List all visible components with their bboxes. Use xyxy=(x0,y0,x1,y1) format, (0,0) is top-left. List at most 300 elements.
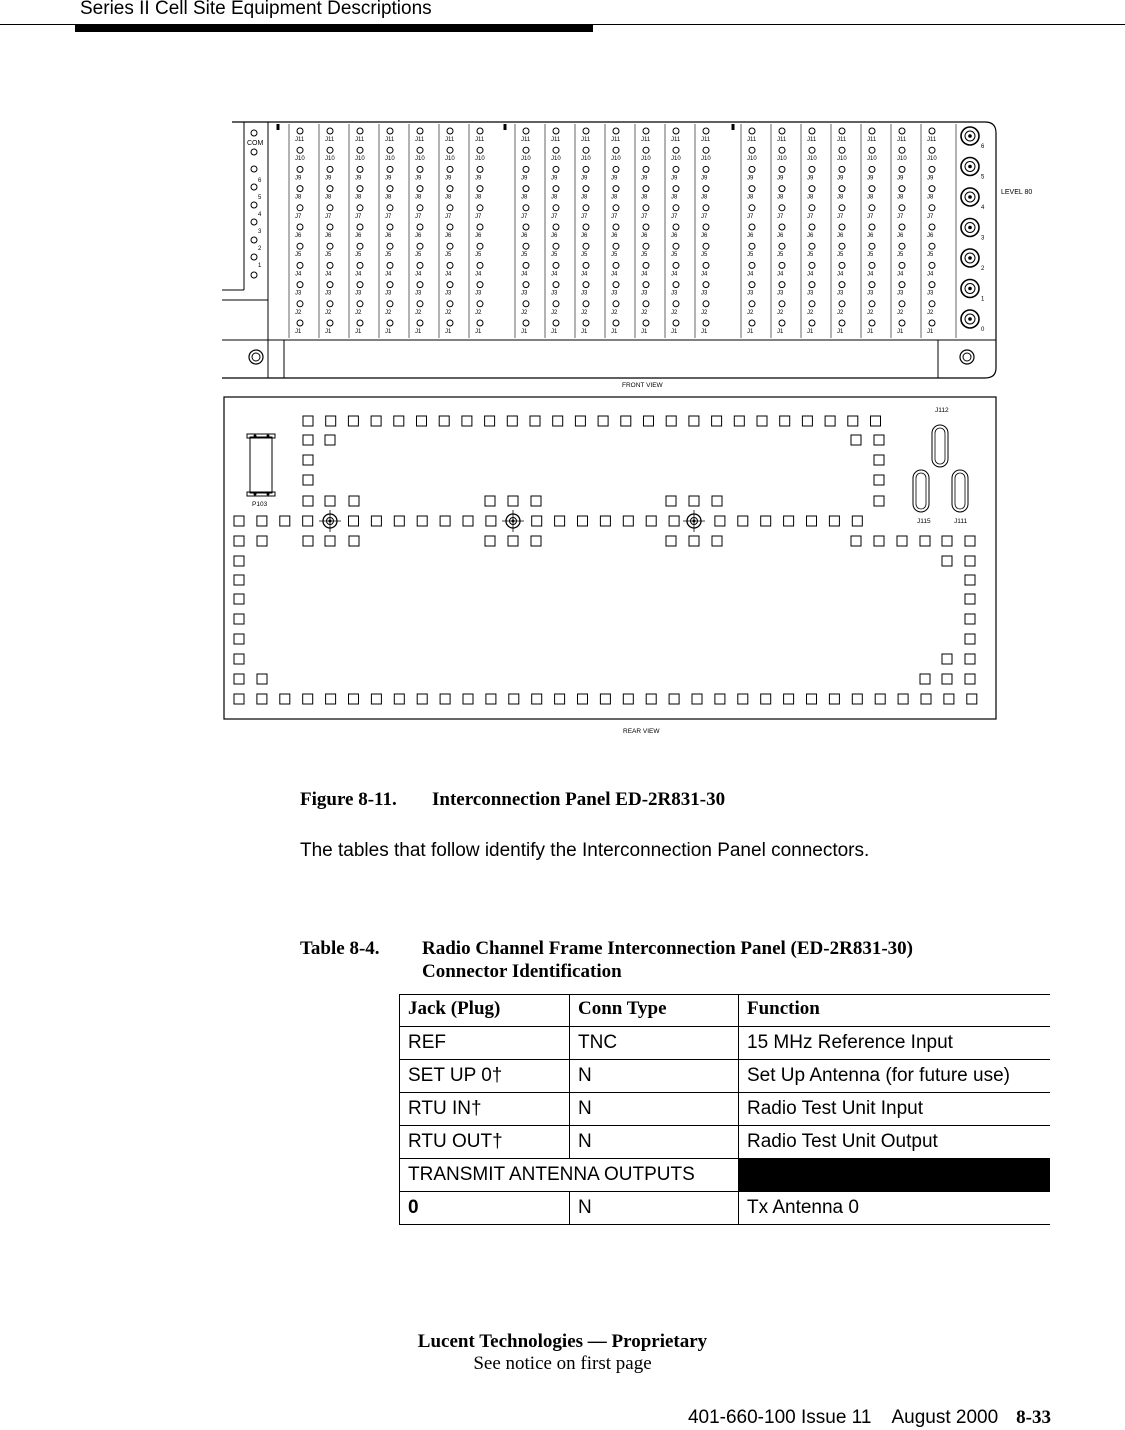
front-view-label: FRONT VIEW xyxy=(622,382,663,389)
jack-label: J5 xyxy=(701,252,708,259)
rear-connector xyxy=(394,516,404,526)
rear-connector xyxy=(623,694,633,704)
jack-hole xyxy=(357,282,363,288)
jack-label: J9 xyxy=(521,175,528,182)
jack-label: J9 xyxy=(777,175,784,182)
jack-hole xyxy=(869,186,875,192)
jack-label: J6 xyxy=(415,233,422,239)
jack-label: J3 xyxy=(867,290,874,297)
rear-connector xyxy=(666,536,676,546)
jack-label: J8 xyxy=(897,194,904,201)
rear-connector xyxy=(942,654,952,664)
jack-label: J5 xyxy=(837,252,844,259)
rear-connector xyxy=(417,516,427,526)
jack-hole xyxy=(417,128,423,134)
jack-hole xyxy=(553,205,559,211)
jack-hole xyxy=(251,166,257,172)
jack-label: J10 xyxy=(641,156,651,163)
jack-label: J3 xyxy=(295,290,302,297)
rear-connector xyxy=(303,694,313,704)
jack-hole xyxy=(643,301,649,307)
jack-hole xyxy=(673,301,679,307)
jack-label: J8 xyxy=(747,194,754,201)
jack-label: J5 xyxy=(927,252,934,259)
j115-label: J115 xyxy=(917,518,931,525)
jack-hole xyxy=(779,128,785,134)
jack-label: J9 xyxy=(611,175,618,182)
rear-connector xyxy=(965,654,975,664)
jack-hole xyxy=(553,262,559,268)
jack-label: J7 xyxy=(521,213,528,220)
jack-hole xyxy=(613,128,619,134)
coax-pin xyxy=(968,287,972,291)
jack-hole xyxy=(387,166,393,172)
jack-label: J1 xyxy=(837,329,844,335)
rear-connector xyxy=(666,496,676,506)
jack-hole xyxy=(387,147,393,153)
jack-hole xyxy=(839,301,845,307)
jack-hole xyxy=(327,262,333,268)
j111-label: J111 xyxy=(954,518,968,525)
com-label: COM xyxy=(247,140,264,147)
jack-label: J10 xyxy=(385,156,395,163)
jack-label: J11 xyxy=(837,137,847,143)
intro-paragraph: The tables that follow identify the Interconnection Panel connectors. xyxy=(300,840,870,861)
jack-hole xyxy=(387,262,393,268)
rear-connector xyxy=(234,556,244,566)
rear-connector xyxy=(257,694,267,704)
jack-label: J2 xyxy=(777,309,784,316)
table-number: Table 8-4. xyxy=(300,938,380,959)
rear-connector xyxy=(600,694,610,704)
jack-hole xyxy=(673,128,679,134)
jack-hole xyxy=(779,301,785,307)
jack-hole xyxy=(643,186,649,192)
jack-hole xyxy=(929,128,935,134)
jack-label: J4 xyxy=(325,271,332,278)
front-view xyxy=(222,122,1032,389)
jack-label: J5 xyxy=(897,252,904,259)
jack-label: J6 xyxy=(837,233,844,239)
rear-view xyxy=(224,397,996,735)
jack-label: J11 xyxy=(897,137,907,143)
rear-connector xyxy=(944,694,954,704)
jack-hole xyxy=(447,205,453,211)
jack-hole xyxy=(327,301,333,307)
jack-hole xyxy=(297,147,303,153)
rear-connector xyxy=(897,536,907,546)
jack-label: J6 xyxy=(671,233,678,239)
jack-label: J2 xyxy=(475,309,482,316)
jack-hole xyxy=(779,147,785,153)
rear-connector xyxy=(825,416,835,426)
jack-label: J6 xyxy=(777,233,784,239)
jack-label: J10 xyxy=(581,156,591,163)
jack-label: J5 xyxy=(325,252,332,259)
rear-connector xyxy=(531,536,541,546)
col-header-jack: Jack (Plug) xyxy=(400,995,570,1027)
j112-label: J112 xyxy=(935,407,949,414)
jack-hole xyxy=(673,205,679,211)
jack-hole xyxy=(643,147,649,153)
jack-hole xyxy=(929,282,935,288)
jack-label: J3 xyxy=(415,290,422,297)
jack-label: J7 xyxy=(415,213,422,220)
jack-hole xyxy=(251,254,257,260)
jack-hole xyxy=(357,147,363,153)
jack-hole xyxy=(779,186,785,192)
jack-label: J2 xyxy=(415,309,422,316)
jack-hole xyxy=(899,186,905,192)
coax-pin xyxy=(968,165,972,169)
jack-label: J4 xyxy=(747,271,754,278)
jack-label: J6 xyxy=(701,233,708,239)
jack-label: J8 xyxy=(641,194,648,201)
rear-connector xyxy=(349,496,359,506)
jack-hole xyxy=(387,205,393,211)
rear-connector xyxy=(578,694,588,704)
jack-label: J9 xyxy=(551,175,558,182)
jack-hole xyxy=(613,147,619,153)
level-number: 0 xyxy=(981,327,985,333)
rear-connector xyxy=(623,516,633,526)
coax-pin xyxy=(968,134,972,138)
jack-label: J4 xyxy=(641,271,648,278)
jack-hole xyxy=(447,224,453,230)
jack-hole xyxy=(553,128,559,134)
jack-label: J4 xyxy=(295,271,302,278)
jack-hole xyxy=(477,320,483,326)
jack-hole xyxy=(869,301,875,307)
jack-hole xyxy=(417,282,423,288)
jack-hole xyxy=(357,166,363,172)
rear-connector xyxy=(371,694,381,704)
jack-label: J3 xyxy=(521,290,528,297)
jack-hole xyxy=(869,166,875,172)
jack-label: J4 xyxy=(807,271,814,278)
jack-hole xyxy=(447,186,453,192)
jack-label: J7 xyxy=(551,213,558,220)
page-identifier xyxy=(688,1407,1051,1429)
rear-connector xyxy=(852,516,862,526)
jack-label: J2 xyxy=(355,309,362,316)
jack-hole xyxy=(779,224,785,230)
jack-label: J9 xyxy=(837,175,844,182)
jack-label: J11 xyxy=(611,137,621,143)
jack-hole xyxy=(703,166,709,172)
jack-label: J3 xyxy=(747,290,754,297)
jack-label: J7 xyxy=(747,213,754,220)
jack-label: J1 xyxy=(671,329,678,335)
jack-label: J11 xyxy=(445,137,455,143)
rear-connector xyxy=(738,694,748,704)
rear-connector xyxy=(509,694,519,704)
jack-hole xyxy=(839,243,845,249)
jack-label: J10 xyxy=(445,156,455,163)
rear-connector xyxy=(712,416,722,426)
figure-title: Interconnection Panel ED-2R831-30 xyxy=(432,789,726,810)
rear-connector xyxy=(555,516,565,526)
jack-hole xyxy=(613,205,619,211)
jack-label: J5 xyxy=(385,252,392,259)
jack-hole xyxy=(839,147,845,153)
jack-label: J10 xyxy=(701,156,711,163)
rear-connector xyxy=(757,416,767,426)
jack-label: J8 xyxy=(867,194,874,201)
jack-hole xyxy=(553,166,559,172)
cell-function: 15 MHz Reference Input xyxy=(739,1027,1051,1060)
rear-connector xyxy=(303,496,313,506)
jack-label: J2 xyxy=(701,309,708,316)
jack-hole xyxy=(899,147,905,153)
rear-connector xyxy=(761,694,771,704)
rear-connector xyxy=(280,516,290,526)
col-header-conn-type: Conn Type xyxy=(570,995,739,1027)
jack-hole xyxy=(869,147,875,153)
jack-hole xyxy=(779,166,785,172)
jack-label: J9 xyxy=(475,175,482,182)
jack-hole xyxy=(673,282,679,288)
rear-connector xyxy=(646,694,656,704)
jack-label: J7 xyxy=(927,213,934,220)
jack-label: J9 xyxy=(867,175,874,182)
jack-hole xyxy=(251,202,257,208)
rear-connector xyxy=(965,556,975,566)
rear-connector xyxy=(598,416,608,426)
jack-label: J1 xyxy=(897,329,904,335)
cell-function: Radio Test Unit Input xyxy=(739,1093,1051,1126)
table-title xyxy=(422,937,1062,983)
jack-hole xyxy=(357,262,363,268)
jack-label: J8 xyxy=(355,194,362,201)
jack-hole xyxy=(477,147,483,153)
rear-connector xyxy=(485,416,495,426)
jack-hole xyxy=(327,243,333,249)
jack-hole xyxy=(839,166,845,172)
jack-label: J2 xyxy=(581,309,588,316)
jack-label: J6 xyxy=(927,233,934,239)
rear-connector xyxy=(921,694,931,704)
jack-hole xyxy=(583,128,589,134)
rear-connector xyxy=(692,694,702,704)
jack-hole xyxy=(749,282,755,288)
jack-hole xyxy=(809,262,815,268)
jack-hole xyxy=(899,224,905,230)
level-number: 6 xyxy=(981,144,985,150)
rear-connector xyxy=(349,516,359,526)
rear-connector xyxy=(689,496,699,506)
rear-connector xyxy=(553,416,563,426)
rear-connector xyxy=(874,455,884,465)
jack-hole xyxy=(417,320,423,326)
jack-hole xyxy=(749,320,755,326)
jack-hole xyxy=(643,282,649,288)
table-header-row xyxy=(400,995,1051,1027)
jack-label: J10 xyxy=(415,156,425,163)
jack-label: J1 xyxy=(295,329,302,335)
jack-hole xyxy=(779,282,785,288)
jack-hole xyxy=(673,186,679,192)
jack-hole xyxy=(357,224,363,230)
jack-hole xyxy=(297,320,303,326)
jack-hole xyxy=(477,262,483,268)
jack-hole xyxy=(809,301,815,307)
jack-label: J9 xyxy=(701,175,708,182)
rear-connector xyxy=(942,674,952,684)
jack-label: J5 xyxy=(777,252,784,259)
rear-connector xyxy=(485,536,495,546)
jack-hole xyxy=(839,282,845,288)
jack-label: J4 xyxy=(385,271,392,278)
jack-label: J3 xyxy=(581,290,588,297)
rear-connector xyxy=(280,694,290,704)
jack-label: J1 xyxy=(867,329,874,335)
rear-connector xyxy=(898,694,908,704)
rear-connector xyxy=(463,516,473,526)
jack-hole xyxy=(251,149,257,155)
jack-hole xyxy=(899,262,905,268)
rear-connector xyxy=(829,694,839,704)
jack-hole xyxy=(839,262,845,268)
jack-label: J5 xyxy=(445,252,452,259)
jack-label: J3 xyxy=(355,290,362,297)
jack-hole xyxy=(417,224,423,230)
rear-connector xyxy=(303,416,313,426)
rear-connector xyxy=(829,516,839,526)
jack-label: J3 xyxy=(475,290,482,297)
jack-label: J1 xyxy=(385,329,392,335)
jack-hole xyxy=(447,282,453,288)
jack-hole xyxy=(553,243,559,249)
jack-hole xyxy=(583,320,589,326)
cell-jack: RTU IN† xyxy=(400,1093,570,1126)
table-section-row xyxy=(400,1159,1051,1192)
jack-hole xyxy=(357,243,363,249)
rear-connector xyxy=(303,516,313,526)
jack-hole xyxy=(523,262,529,268)
page-number: 8-33 xyxy=(1016,1407,1051,1428)
jack-label: J1 xyxy=(551,329,558,335)
jack-label: J7 xyxy=(445,213,452,220)
jack-label: J10 xyxy=(551,156,561,163)
jack-label: J9 xyxy=(295,175,302,182)
rear-view-label: REAR VIEW xyxy=(623,728,660,735)
jack-hole xyxy=(869,205,875,211)
jack-hole xyxy=(523,147,529,153)
jack-label: J5 xyxy=(551,252,558,259)
jack-hole xyxy=(839,224,845,230)
jack-hole xyxy=(643,205,649,211)
jack-label: J8 xyxy=(385,194,392,201)
jack-hole xyxy=(613,243,619,249)
jack-hole xyxy=(327,147,333,153)
jack-hole xyxy=(583,243,589,249)
rear-connector xyxy=(507,416,517,426)
jack-label: J3 xyxy=(385,290,392,297)
jack-hole xyxy=(749,147,755,153)
footer-company: Lucent Technologies — Proprietary xyxy=(417,1331,708,1352)
rear-connector xyxy=(234,634,244,644)
level-number: 4 xyxy=(981,205,985,211)
rear-connector xyxy=(257,536,267,546)
jack-label: J7 xyxy=(837,213,844,220)
rear-connector xyxy=(508,536,518,546)
jack-hole xyxy=(809,128,815,134)
jack-hole xyxy=(327,128,333,134)
jack-label: J11 xyxy=(641,137,651,143)
jack-label: J8 xyxy=(445,194,452,201)
jack-label: J11 xyxy=(521,137,531,143)
jack-hole xyxy=(899,205,905,211)
jack-hole xyxy=(357,301,363,307)
rear-connector xyxy=(848,416,858,426)
table-row xyxy=(400,1027,1051,1060)
jack-label: J10 xyxy=(897,156,907,163)
rear-connector xyxy=(234,575,244,585)
jack-label: J5 xyxy=(671,252,678,259)
jack-hole xyxy=(297,128,303,134)
jack-label: J4 xyxy=(897,271,904,278)
cell-function: Set Up Antenna (for future use) xyxy=(739,1060,1051,1093)
rear-connector xyxy=(784,516,794,526)
jack-hole xyxy=(703,147,709,153)
rear-connector xyxy=(326,694,336,704)
jack-label: J7 xyxy=(777,213,784,220)
jack-hole xyxy=(477,128,483,134)
rear-connector xyxy=(439,416,449,426)
rear-connector xyxy=(440,516,450,526)
jack-label: J8 xyxy=(807,194,814,201)
jack-label: J1 xyxy=(927,329,934,335)
rear-connector xyxy=(394,416,404,426)
jack-label: J2 xyxy=(837,309,844,316)
jack-label: J8 xyxy=(927,194,934,201)
jack-hole xyxy=(523,282,529,288)
jack-hole xyxy=(523,320,529,326)
jack-hole xyxy=(673,243,679,249)
rear-connector xyxy=(715,516,725,526)
level-number: 2 xyxy=(258,246,262,252)
jack-label: J4 xyxy=(521,271,528,278)
jack-hole xyxy=(417,243,423,249)
jack-label: J7 xyxy=(581,213,588,220)
jack-hole xyxy=(417,262,423,268)
jack-hole xyxy=(869,282,875,288)
rear-connector xyxy=(303,455,313,465)
rear-connector xyxy=(325,435,335,445)
jack-label: J4 xyxy=(837,271,844,278)
jack-hole xyxy=(869,128,875,134)
jack-label: J2 xyxy=(611,309,618,316)
jack-hole xyxy=(703,262,709,268)
rear-connector xyxy=(531,496,541,506)
level-number: 1 xyxy=(981,296,985,303)
jack-label: J8 xyxy=(777,194,784,201)
coax-pin xyxy=(968,256,972,260)
jack-hole xyxy=(447,262,453,268)
jack-label: J10 xyxy=(777,156,787,163)
rear-connector xyxy=(257,674,267,684)
table-row xyxy=(400,1126,1051,1159)
jack-label: J2 xyxy=(551,309,558,316)
cell-jack: RTU OUT† xyxy=(400,1126,570,1159)
jack-hole xyxy=(447,243,453,249)
jack-label: J3 xyxy=(897,290,904,297)
jack-hole xyxy=(327,186,333,192)
jack-hole xyxy=(523,166,529,172)
jack-hole xyxy=(613,224,619,230)
jack-label: J1 xyxy=(807,329,814,335)
